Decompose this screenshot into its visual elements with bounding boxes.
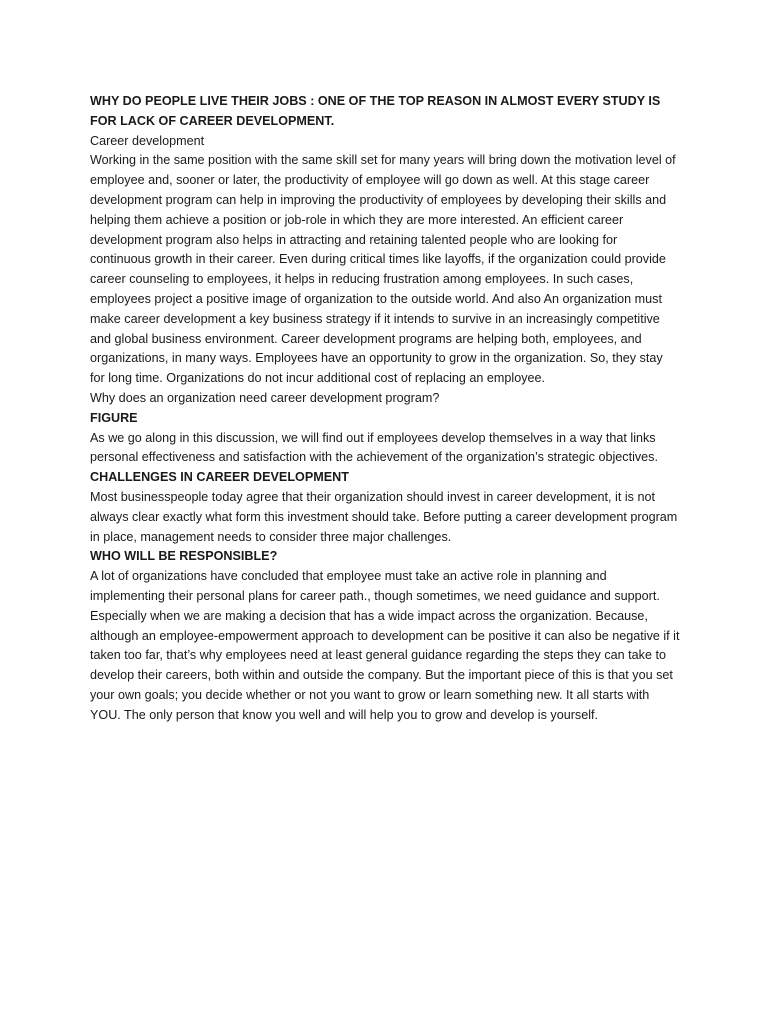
responsible-heading: WHO WILL BE RESPONSIBLE? [90, 549, 278, 564]
section-subheading: Career development [90, 133, 205, 148]
body-paragraph-3: Most businesspeople today agree that their organization should invest in career development, it is not always clear exactly what form this investment should take. Before putting a career development program in place, management needs to consider three major challenges. [90, 489, 678, 544]
body-paragraph-2: As we go along in this discussion, we will find out if employees develop themselves in a way that links personal effectiveness and satisfaction with the achievement of the organization’s strategic objectives. [90, 430, 658, 465]
document-title: WHY DO PEOPLE LIVE THEIR JOBS : ONE OF THE TOP REASON IN ALMOST EVERY STUDY IS FOR LACK OF CAREER DEVELOPMENT. [90, 94, 661, 128]
body-paragraph-1: Working in the same position with the same skill set for many years will bring down the motivation level of employee and, sooner or later, the productivity of employee will go down as well. At this stage career development program can help in improving the productivity of employees by developing their skills and helping them achieve a position or job-role in which they are more interested. An efficient career development program also helps in attracting and retaining talented people who are looking for continuous growth in their career. Even during critical times like layoffs, if the organization could provide career counseling to employees, it helps in reducing frustration among employees. In such cases, employees project a positive image of organization to the outside world. And also An organization must make career development a key business strategy if it intends to survive in an increasingly competitive and global business environment. Career development programs are helping both, employees, and organizations, in many ways. Employees have an opportunity to grow in the organization. So, they stay for long time. Organizations do not incur additional cost of replacing an employee. [90, 153, 676, 386]
figure-label: FIGURE [90, 410, 138, 425]
question-line: Why does an organization need career development program? [90, 390, 440, 405]
challenges-heading: CHALLENGES IN CAREER DEVELOPMENT [90, 470, 349, 485]
document-page [90, 92, 680, 726]
body-paragraph-4: A lot of organizations have concluded that employee must take an active role in planning and implementing their personal plans for career path., though sometimes, we need guidance and support. Especially when we are making a decision that has a wide impact across the organization. Because, although an employee-empowerment approach to development can be positive it can also be negative if it taken too far, that’s why employees need at least general guidance regarding the steps they can take to develop their careers, both within and outside the company. But the important piece of this is that you set your own goals; you decide whether or not you want to grow or learn something new. It all starts with YOU. The only person that know you well and will help you to grow and develop is yourself. [90, 569, 680, 722]
